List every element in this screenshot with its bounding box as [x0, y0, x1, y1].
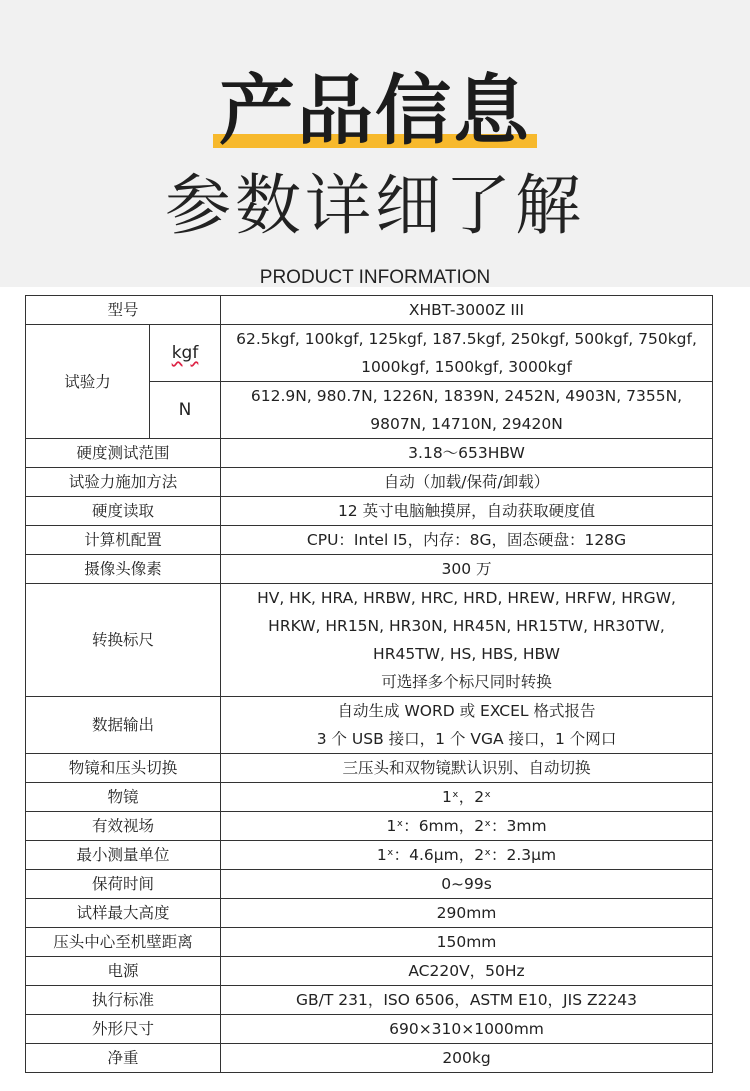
table-row: [26, 812, 713, 841]
spec-label: 物镜: [26, 783, 221, 812]
spec-value: 290mm: [221, 899, 713, 928]
spec-value: 200kg: [221, 1044, 713, 1073]
spec-value-line: 3 个 USB 接口，1 个 VGA 接口，1 个网口: [316, 730, 617, 748]
spec-label: 计算机配置: [26, 526, 221, 555]
table-row: [26, 957, 713, 986]
spec-value: 自动（加载/保荷/卸载）: [221, 468, 713, 497]
page-title-text: 产品信息: [219, 66, 531, 155]
spec-value: 三压头和双物镜默认识别、自动切换: [221, 754, 713, 783]
spec-label: 试验力: [26, 325, 150, 439]
spec-value-line: 62.5kgf, 100kgf, 125kgf, 187.5kgf, 250kgf, 500kgf, 750kgf,: [236, 330, 697, 348]
table-row: [26, 325, 713, 382]
spec-value: AC220V，50Hz: [221, 957, 713, 986]
spec-value: 690×310×1000mm: [221, 1015, 713, 1044]
spec-label: 试验力施加方法: [26, 468, 221, 497]
spec-value-line: 1000kgf, 1500kgf, 3000kgf: [361, 358, 572, 376]
spec-label: 试样最大高度: [26, 899, 221, 928]
table-row: [26, 439, 713, 468]
spec-value-line: 自动生成 WORD 或 EXCEL 格式报告: [337, 702, 596, 720]
table-row: [26, 555, 713, 584]
spec-table: [25, 295, 713, 1073]
spec-value: 300 万: [221, 555, 713, 584]
table-row: [26, 497, 713, 526]
table-row: [26, 1044, 713, 1073]
spec-label: 数据输出: [26, 697, 221, 754]
spec-value-line: HV, HK, HRA, HRBW, HRC, HRD, HREW, HRFW, HRGW,: [257, 589, 676, 607]
spec-label: 硬度测试范围: [26, 439, 221, 468]
spec-value: 1ˣ，2ˣ: [221, 783, 713, 812]
spec-value-line: HR45TW, HS, HBS, HBW: [373, 645, 560, 663]
spec-value-line: 可选择多个标尺同时转换: [381, 673, 552, 691]
spec-value: 1ˣ：4.6μm，2ˣ：2.3μm: [221, 841, 713, 870]
table-row: [26, 468, 713, 497]
page-title: [213, 66, 537, 156]
spec-label: 净重: [26, 1044, 221, 1073]
unit-kgf: kgf: [171, 343, 199, 363]
spec-label: 转换标尺: [26, 584, 221, 697]
table-row: [26, 296, 713, 325]
english-heading: PRODUCT INFORMATION: [259, 267, 491, 288]
spec-value: XHBT-3000Z III: [221, 296, 713, 325]
spec-value: 1ˣ：6mm，2ˣ：3mm: [221, 812, 713, 841]
table-row: [26, 697, 713, 754]
spec-label: 外形尺寸: [26, 1015, 221, 1044]
spec-value: [221, 697, 713, 754]
spec-value: 0~99s: [221, 870, 713, 899]
spec-label: 硬度读取: [26, 497, 221, 526]
table-row: [26, 1015, 713, 1044]
spec-value: 150mm: [221, 928, 713, 957]
spec-unit: [150, 325, 221, 382]
spec-value: [221, 584, 713, 697]
title-wrap: [0, 66, 750, 156]
spec-value: CPU：Intel I5，内存：8G，固态硬盘：128G: [221, 526, 713, 555]
spec-value-line: 9807N, 14710N, 29420N: [370, 415, 563, 433]
spec-value: [221, 382, 713, 439]
table-row: [26, 584, 713, 697]
spec-label: 压头中心至机壁距离: [26, 928, 221, 957]
spec-label: 型号: [26, 296, 221, 325]
spec-label: 保荷时间: [26, 870, 221, 899]
spec-label: 电源: [26, 957, 221, 986]
spec-unit: N: [150, 382, 221, 439]
table-row: [26, 870, 713, 899]
table-row: [26, 928, 713, 957]
spec-value-line: 612.9N, 980.7N, 1226N, 1839N, 2452N, 4903N, 7355N,: [250, 387, 683, 405]
spec-label: 有效视场: [26, 812, 221, 841]
table-row: [26, 986, 713, 1015]
table-row: [26, 754, 713, 783]
spec-label: 最小测量单位: [26, 841, 221, 870]
page-subtitle: 参数详细了解: [165, 167, 585, 244]
table-row: [26, 841, 713, 870]
header-banner: [0, 0, 750, 287]
table-row: [26, 899, 713, 928]
spec-value: 3.18～653HBW: [221, 439, 713, 468]
table-row: [26, 526, 713, 555]
spec-label: 执行标准: [26, 986, 221, 1015]
spec-value: 12 英寸电脑触摸屏，自动获取硬度值: [221, 497, 713, 526]
spec-value: GB/T 231，ISO 6506，ASTM E10，JIS Z2243: [221, 986, 713, 1015]
spec-label: 物镜和压头切换: [26, 754, 221, 783]
table-row: [26, 783, 713, 812]
spec-value: [221, 325, 713, 382]
spec-value-line: HRKW, HR15N, HR30N, HR45N, HR15TW, HR30TW,: [268, 617, 665, 635]
spec-label: 摄像头像素: [26, 555, 221, 584]
